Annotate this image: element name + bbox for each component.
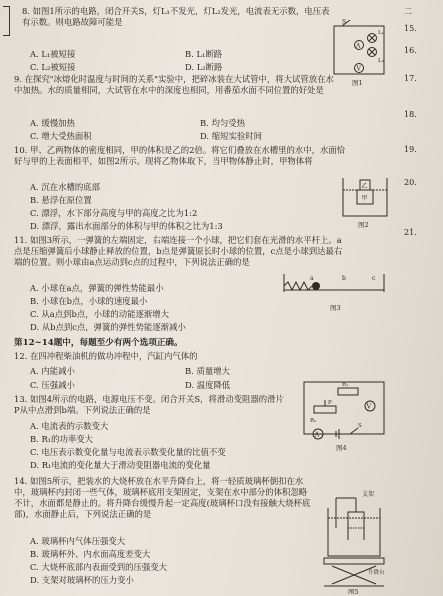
fig3-b-label: b [342,275,346,282]
figure-5-caption: 图5 [348,588,359,594]
fig4-voltmeter-symbol: V [366,402,372,411]
fig3-a-label: a [310,275,314,282]
q8-option-b: B. L₁断路 [185,49,223,59]
fig4-p-label: P [328,400,332,406]
side-number-4: 18. [404,110,417,119]
q12-option-b: B. 质量增大 [185,366,230,376]
fig1-voltmeter-symbol: V [356,65,361,73]
figure-4-circuit [298,376,390,454]
figure-2-tank [340,168,390,230]
fig1-switch-label: S [342,19,347,26]
q10-option-a: A. 沉在水槽的底部 [30,182,100,192]
q11-option-b: B. 小球在b点，小球的速度最小 [30,296,148,306]
question-12-text: 12. 在四冲程柴油机的做功冲程中，汽缸内气体的 [14,351,198,361]
figure-3-spring [280,270,390,318]
question-13-text: 13. 如图4所示的电路，电源电压不变。闭合开关S，将滑动变阻器的滑片P从中点滑到b端。下列说法正确的是 [14,394,284,415]
fig1-ammeter-symbol: A [356,42,361,50]
fig3-c-label: c [372,275,376,282]
q10-option-b: B. 悬浮在原位置 [30,195,92,205]
q8-option-a: A. L₁被短接 [30,49,76,59]
q14-option-b: B. 玻璃杯外、内水面高度差变大 [30,549,151,559]
q9-option-d: D. 缩短实验时间 [200,131,262,141]
section-note: 第12~14题中，每题至少有两个选项正确。 [14,338,183,348]
fig3-ball [312,282,320,290]
q10-option-d: D. 漂浮，露出水面部分的体积与甲的体积之比为1:3 [30,221,223,231]
q9-option-c: C. 增大受热面积 [30,131,92,141]
q13-option-c: C. 电压表示数变化量与电流表示数变化量的比值不变 [30,447,226,457]
q12-option-c: C. 压强减小 [30,380,75,390]
side-number-0: 二 [404,7,412,16]
side-number-1: 15. [404,24,417,33]
fig5-stand-label: 支架 [362,491,375,498]
fig1-l1-label: L₁ [378,30,384,36]
question-11-text: 11. 如图3所示，一弹簧的左端固定，右端连接一个小球，把它们套在光滑的水平杆上。a点是压缩弹簧后小球静止释放的位置，b点是弹簧原长时小球的位置，c点是小球到达最右端的位置。则小球由a点运动到c点的过程中，下列说法正确的是 [14,235,343,267]
q8-option-d: D. L₂断路 [185,62,223,72]
fig4-switch-label: S [358,423,362,429]
fig2-yi-label: 乙 [361,183,368,190]
q11-option-d: D. 从b点到c点，弹簧的弹性势能逐渐减小 [30,322,186,332]
q9-option-a: A. 缓慢加热 [30,118,75,128]
q11-option-a: A. 小球在a点，弹簧的弹性势能最小 [30,283,164,293]
question-9-text: 9. 在探究"冰熔化时温度与时间的关系"实验中，把碎冰装在大试管中，将大试管放在水中加热。水的质量相同，大试管在水中的深度也相同，用番茄水面不同位置的好处是 [14,74,334,95]
margin-bracket [3,6,10,36]
figure-1-circuit [328,18,390,88]
fig1-l2-label: L₂ [378,58,384,64]
side-number-2: 16. [404,46,417,55]
q11-option-c: C. 从a点到b点，小球的动能逐渐增大 [30,309,170,319]
question-8-text: 8. 如图1所示的电路，闭合开关S，灯L₁不发光，灯L₂发光，电流表无示数，电压表有示数。则电路故障可能是 [22,6,330,27]
figure-1-caption: 图1 [352,79,363,87]
fig4-r1-label: R₁ [342,382,349,388]
figure-3-caption: 图3 [330,304,341,312]
question-14-text: 14. 如图5所示，把装水的大烧杯放在水平升降台上，将一轻质玻璃杯倒扣在水中，玻璃杯内封闭一些气体，玻璃杯底用支架固定，支架在水中部分的体积忽略不计，水面都是静止的。将升降台缓慢升起一定高度(玻璃杯口没有接触大烧杯底部)，水面静止后，下列说法正确的是 [14,476,311,519]
side-number-3: 17. [404,74,417,83]
fig4-ammeter-symbol: A [314,430,320,439]
q13-option-d: D. R₁电流的变化量大于滑动变阻器电流的变化量 [30,460,211,470]
figure-5-apparatus [322,488,392,594]
q8-option-c: C. L₂被短接 [30,62,76,72]
fig5-lift-label: 升降台 [368,570,385,576]
question-10-text: 10. 甲、乙两物体的密度相同，甲的体积是乙的2倍。将它们叠放在水槽里的水中，水面恰好与甲的上表面相平，如图2所示。现将乙物体取下，当甲物体静止时，甲物体将 [14,145,346,166]
figure-2-caption: 图2 [358,221,369,229]
side-number-5: 19. [404,145,417,154]
q14-option-a: A. 玻璃杯内气体压强变大 [30,536,126,546]
q9-option-b: B. 均匀受热 [200,118,245,128]
side-number-6: 20. [404,178,417,187]
q10-option-c: C. 漂浮，水下部分高度与甲的高度之比为1:2 [30,208,198,218]
figure-4-caption: 图4 [336,444,347,452]
q14-option-c: C. 大烧杯底部内表面受到的压强变大 [30,562,168,572]
q13-option-b: B. R₁的功率变大 [30,434,94,444]
fig4-r2-label: R₂ [310,418,317,424]
q13-option-a: A. 电流表的示数变大 [30,421,109,431]
fig2-jia-label: 甲 [361,195,368,202]
q12-option-a: A. 内能减小 [30,366,75,376]
q12-option-d: D. 温度降低 [185,380,231,390]
side-number-7: 21. [404,228,417,237]
q14-option-d: D. 支架对玻璃杯的压力变小 [30,575,134,585]
